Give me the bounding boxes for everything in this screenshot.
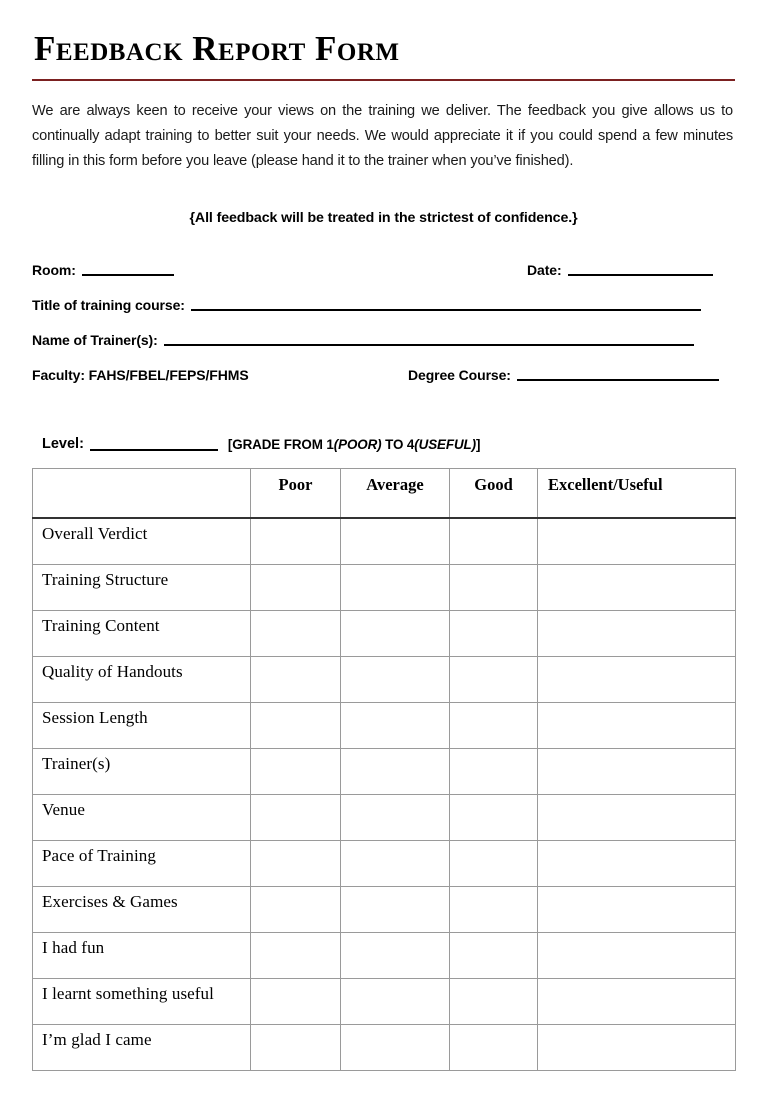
- row-label: Exercises & Games: [33, 886, 251, 932]
- rating-cell-poor[interactable]: [251, 518, 341, 565]
- level-row: [32, 436, 735, 452]
- rating-cell-poor[interactable]: [251, 978, 341, 1024]
- rating-cell-good[interactable]: [450, 794, 538, 840]
- table-row: [33, 794, 736, 840]
- rating-cell-poor[interactable]: [251, 702, 341, 748]
- page-content: [32, 0, 735, 1071]
- column-header-criteria: [33, 468, 251, 518]
- rating-cell-poor[interactable]: [251, 656, 341, 702]
- rating-cell-excellent-useful[interactable]: [538, 748, 736, 794]
- rating-cell-average[interactable]: [341, 518, 450, 565]
- row-label: Pace of Training: [33, 840, 251, 886]
- rating-cell-good[interactable]: [450, 978, 538, 1024]
- rating-cell-average[interactable]: [341, 748, 450, 794]
- row-label: Venue: [33, 794, 251, 840]
- trainer-name-input-line[interactable]: [164, 343, 694, 346]
- page-title: Feedback Report Form: [34, 29, 400, 68]
- rating-cell-good[interactable]: [450, 840, 538, 886]
- field-faculty: [32, 368, 249, 382]
- degree-course-input-line[interactable]: [517, 378, 719, 381]
- rating-cell-excellent-useful[interactable]: [538, 886, 736, 932]
- field-row-faculty-degree: [32, 353, 735, 388]
- row-label: Trainer(s): [33, 748, 251, 794]
- table-row: [33, 978, 736, 1024]
- date-label: Date:: [527, 261, 562, 278]
- row-label: I learnt something useful: [33, 978, 251, 1024]
- title-block: [32, 0, 735, 81]
- table-row: [33, 886, 736, 932]
- rating-cell-poor[interactable]: [251, 794, 341, 840]
- rating-cell-excellent-useful[interactable]: [538, 518, 736, 565]
- rating-cell-excellent-useful[interactable]: [538, 610, 736, 656]
- rating-cell-excellent-useful[interactable]: [538, 564, 736, 610]
- rating-cell-excellent-useful[interactable]: [538, 702, 736, 748]
- rating-cell-good[interactable]: [450, 932, 538, 978]
- level-input-line[interactable]: [90, 448, 218, 451]
- rating-cell-average[interactable]: [341, 886, 450, 932]
- faculty-label[interactable]: Faculty: FAHS/FBEL/FEPS/FHMS: [32, 366, 249, 383]
- grade-close: ]: [475, 436, 481, 452]
- table-header-row: [33, 468, 736, 518]
- rating-cell-average[interactable]: [341, 656, 450, 702]
- field-row-course-title: [32, 283, 735, 318]
- row-label: Quality of Handouts: [33, 656, 251, 702]
- rating-cell-poor[interactable]: [251, 610, 341, 656]
- feedback-table: [32, 468, 736, 1071]
- room-label: Room:: [32, 261, 76, 278]
- table-row: [33, 1024, 736, 1070]
- table-row: [33, 748, 736, 794]
- rating-cell-average[interactable]: [341, 702, 450, 748]
- rating-cell-poor[interactable]: [251, 1024, 341, 1070]
- table-row: [33, 610, 736, 656]
- rating-cell-poor[interactable]: [251, 840, 341, 886]
- rating-cell-average[interactable]: [341, 794, 450, 840]
- field-row-room-date: [32, 248, 735, 283]
- rating-cell-poor[interactable]: [251, 564, 341, 610]
- form-fields: [32, 248, 735, 388]
- field-trainer-name: [32, 333, 694, 347]
- rating-cell-excellent-useful[interactable]: [538, 840, 736, 886]
- rating-cell-average[interactable]: [341, 932, 450, 978]
- date-input-line[interactable]: [568, 273, 713, 276]
- grade-useful: (USEFUL): [414, 436, 476, 452]
- rating-cell-average[interactable]: [341, 610, 450, 656]
- grade-instruction: [228, 437, 480, 452]
- table-row: [33, 840, 736, 886]
- column-header-good: Good: [450, 468, 538, 518]
- row-label: Overall Verdict: [33, 518, 251, 565]
- title-divider: [32, 79, 735, 81]
- level-label: Level:: [42, 435, 84, 452]
- rating-cell-poor[interactable]: [251, 932, 341, 978]
- rating-cell-good[interactable]: [450, 748, 538, 794]
- rating-cell-average[interactable]: [341, 978, 450, 1024]
- course-title-input-line[interactable]: [191, 308, 701, 311]
- intro-paragraph: We are always keen to receive your views on the training we deliver. The feedback you give allows us to continually adapt training to better suit your needs. We would appreciate it if you could spend a few minutes filling in this form before you leave (please hand it to the trainer when you’ve finished).: [32, 102, 733, 169]
- field-date: [527, 263, 713, 277]
- rating-cell-good[interactable]: [450, 518, 538, 565]
- rating-cell-poor[interactable]: [251, 748, 341, 794]
- trainer-name-label: Name of Trainer(s):: [32, 331, 158, 348]
- grade-middle: TO 4: [381, 436, 415, 452]
- table-row: [33, 518, 736, 565]
- row-label: I had fun: [33, 932, 251, 978]
- table-row: [33, 932, 736, 978]
- column-header-excellent-useful: Excellent/Useful: [538, 468, 736, 518]
- rating-cell-average[interactable]: [341, 564, 450, 610]
- rating-cell-good[interactable]: [450, 886, 538, 932]
- table-row: [33, 656, 736, 702]
- rating-cell-excellent-useful[interactable]: [538, 1024, 736, 1070]
- rating-cell-average[interactable]: [341, 840, 450, 886]
- field-course-title: [32, 298, 701, 312]
- row-label: Session Length: [33, 702, 251, 748]
- rating-cell-excellent-useful[interactable]: [538, 978, 736, 1024]
- rating-cell-good[interactable]: [450, 610, 538, 656]
- rating-cell-good[interactable]: [450, 564, 538, 610]
- confidentiality-note: {All feedback will be treated in the strictest of confidence.}: [189, 209, 578, 226]
- table-body: [33, 518, 736, 1071]
- table-header: [33, 468, 736, 518]
- row-label: Training Structure: [33, 564, 251, 610]
- field-degree-course: [408, 368, 719, 382]
- rating-cell-excellent-useful[interactable]: [538, 932, 736, 978]
- rating-cell-poor[interactable]: [251, 886, 341, 932]
- row-label: I’m glad I came: [33, 1024, 251, 1070]
- table-row: [33, 702, 736, 748]
- course-title-label: Title of training course:: [32, 296, 185, 313]
- grade-open: [GRADE FROM 1: [227, 436, 334, 452]
- rating-cell-excellent-useful[interactable]: [538, 794, 736, 840]
- room-input-line[interactable]: [82, 273, 174, 276]
- rating-cell-good[interactable]: [450, 702, 538, 748]
- column-header-poor: Poor: [251, 468, 341, 518]
- field-row-trainer-name: [32, 318, 735, 353]
- rating-cell-good[interactable]: [450, 1024, 538, 1070]
- degree-course-label: Degree Course:: [408, 366, 511, 383]
- rating-cell-good[interactable]: [450, 656, 538, 702]
- grade-poor: (POOR): [333, 436, 382, 452]
- table-row: [33, 564, 736, 610]
- rating-cell-average[interactable]: [341, 1024, 450, 1070]
- rating-cell-excellent-useful[interactable]: [538, 656, 736, 702]
- row-label: Training Content: [33, 610, 251, 656]
- field-room: [32, 263, 174, 277]
- column-header-average: Average: [341, 468, 450, 518]
